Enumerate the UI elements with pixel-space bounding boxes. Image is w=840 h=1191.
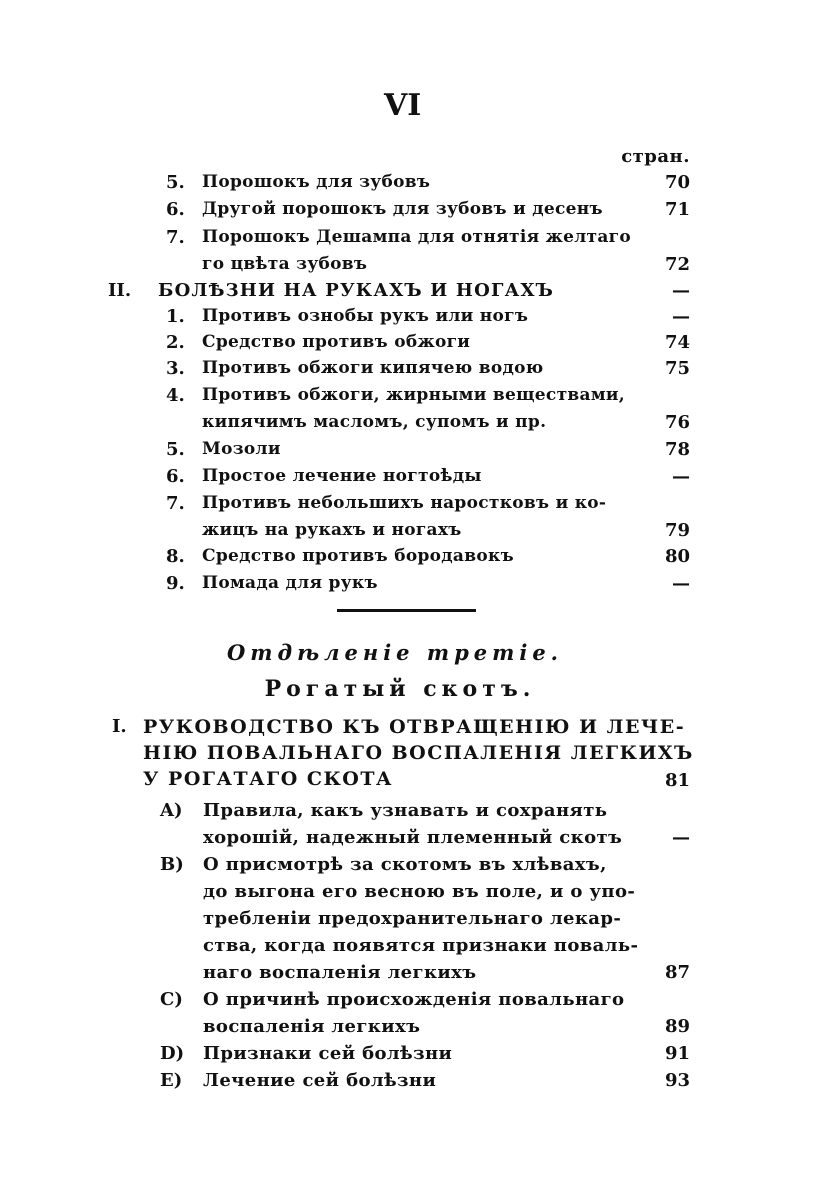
toc-entry-number: 1. [166, 306, 185, 327]
toc-entry-text: Порошокъ Дешампа для отнятія желтаго [202, 227, 632, 247]
toc-entry-page: — [672, 827, 690, 848]
toc-entry-text: Признаки сей болѣзни [203, 1043, 453, 1064]
toc-entry-number: 7. [166, 227, 185, 248]
section-title: БОЛѢЗНИ НА РУКАХЪ И НОГАХЪ [158, 280, 555, 301]
section-title-line: У РОГАТАГО СКОТА [143, 768, 393, 790]
toc-entry-number: 6. [166, 199, 185, 220]
section-page: 81 [664, 770, 690, 791]
toc-entry-number: 4. [166, 385, 185, 406]
section-page: — [672, 280, 690, 301]
toc-entry-page: 93 [664, 1070, 690, 1091]
toc-entry-text: Правила, какъ узнавать и сохранять [203, 800, 608, 821]
toc-entry-page: — [672, 466, 690, 487]
toc-entry-number: 9. [166, 573, 185, 594]
toc-entry-page: 79 [664, 520, 690, 541]
toc-entry-page: — [672, 573, 690, 594]
toc-entry-text: О причинѣ происхожденія повальнаго [203, 989, 625, 1010]
toc-entry-page: 75 [664, 358, 690, 379]
toc-entry-text: Помада для рукъ [202, 573, 378, 593]
toc-entry-text: О присмотрѣ за скотомъ въ хлѣвахъ, [203, 854, 607, 875]
toc-entry-text: Противъ обжоги, жирными веществами, [202, 385, 626, 405]
toc-entry-text: до выгона его весною въ поле, и о упо- [203, 881, 636, 902]
toc-entry-text: хорошій, надежный племенный скотъ [203, 827, 623, 848]
toc-entry-text: Мозоли [202, 439, 281, 459]
toc-entry-number: 5. [166, 172, 185, 193]
toc-entry-text: наго воспаленія легкихъ [203, 962, 477, 983]
toc-entry-page: 74 [664, 332, 690, 353]
section-divider [337, 609, 476, 612]
toc-entry-page: 72 [664, 254, 690, 275]
toc-entry-number: 3. [166, 358, 185, 379]
toc-entry-text: ства, когда появятся признаки поваль- [203, 935, 639, 956]
toc-entry-page: 89 [664, 1016, 690, 1037]
toc-entry-text: Порошокъ для зубовъ [202, 172, 431, 192]
toc-entry-text: воспаленія легкихъ [203, 1016, 421, 1037]
toc-entry-number: 2. [166, 332, 185, 353]
section-number: II. [108, 280, 132, 301]
toc-entry-number: C) [160, 989, 183, 1010]
page-number: VI [384, 88, 422, 123]
page-column-label: стран. [621, 146, 690, 167]
toc-entry-number: A) [160, 800, 183, 821]
section-title-line: РУКОВОДСТВО КЪ ОТВРАЩЕНІЮ И ЛЕЧЕ- [143, 716, 686, 738]
section-number: I. [112, 716, 127, 737]
department-subtitle: Рогатый скотъ. [264, 676, 536, 702]
toc-entry-text: Средство противъ бородавокъ [202, 546, 514, 566]
toc-entry-text: кипячимъ масломъ, супомъ и пр. [202, 412, 547, 432]
toc-entry-text: Другой порошокъ для зубовъ и десенъ [202, 199, 603, 219]
toc-entry-number: B) [160, 854, 184, 875]
toc-entry-number: 6. [166, 466, 185, 487]
toc-entry-text: Противъ обжоги кипячею водою [202, 358, 544, 378]
toc-entry-text: Противъ ознобы рукъ или ногъ [202, 306, 529, 326]
toc-entry-page: 78 [664, 439, 690, 460]
toc-entry-number: 7. [166, 493, 185, 514]
toc-entry-number: 5. [166, 439, 185, 460]
toc-entry-number: E) [160, 1070, 183, 1091]
toc-entry-number: D) [160, 1043, 185, 1064]
toc-entry-page: 71 [664, 199, 690, 220]
department-title: Отдѣленіе третіе. [227, 640, 563, 665]
toc-entry-page: 91 [664, 1043, 690, 1064]
toc-entry-text: Лечение сей болѣзни [203, 1070, 437, 1091]
toc-entry-text: жицъ на рукахъ и ногахъ [202, 520, 462, 540]
toc-entry-page: 70 [664, 172, 690, 193]
toc-entry-number: 8. [166, 546, 185, 567]
toc-entry-text: требленіи предохранительнаго лекар- [203, 908, 622, 929]
toc-entry-page: 76 [664, 412, 690, 433]
toc-entry-page: 87 [664, 962, 690, 983]
toc-entry-text: го цвѣта зубовъ [202, 254, 368, 274]
toc-entry-page: 80 [664, 546, 690, 567]
toc-entry-text: Простое лечение ногтоѣды [202, 466, 482, 486]
toc-entry-text: Средство противъ обжоги [202, 332, 471, 352]
section-title-line: НІЮ ПОВАЛЬНАГО ВОСПАЛЕНІЯ ЛЕГКИХЪ [143, 742, 694, 764]
toc-entry-page: — [672, 306, 690, 327]
toc-entry-text: Противъ небольшихъ наростковъ и ко- [202, 493, 607, 513]
